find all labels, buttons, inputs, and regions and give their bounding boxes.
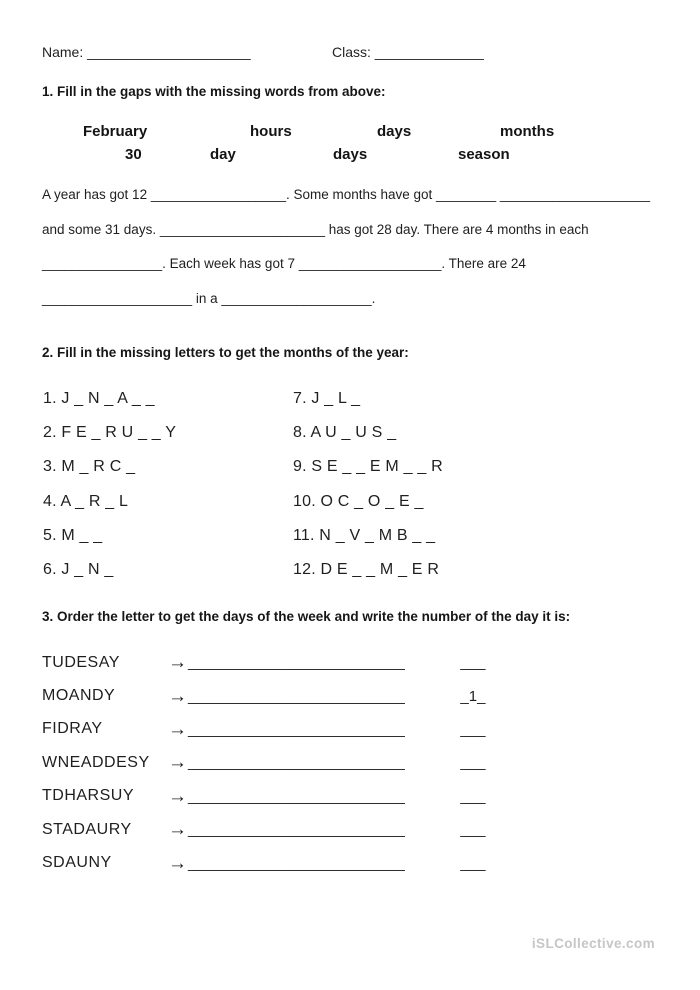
word-bank-word: season <box>458 146 510 163</box>
answer-line-blank: __________________________ <box>188 787 405 805</box>
day-row <box>42 746 491 779</box>
islcollective-watermark: iSLCollective.com <box>531 936 655 951</box>
day-row <box>42 846 491 879</box>
paragraph-line: and some 31 days. ______________________ has got 28 day. There are 4 months in each <box>42 221 589 237</box>
name-blank: _____________________ <box>87 44 251 60</box>
month-item: 8. A U _ U S _ <box>293 424 397 442</box>
scrambled-day-word: WNEADDESY <box>42 753 150 771</box>
right-arrow-icon: → <box>168 685 187 707</box>
class-label: Class: <box>332 44 371 60</box>
month-item: 9. S E _ _ E M _ _ R <box>293 458 443 476</box>
day-row <box>42 780 491 813</box>
answer-line-blank: __________________________ <box>188 821 405 839</box>
month-item: 5. M _ _ <box>43 526 103 544</box>
month-item: 1. J _ N _ A _ _ <box>43 390 155 407</box>
word-bank-word: February <box>83 123 148 140</box>
class-blank: ______________ <box>374 44 484 60</box>
section1-heading: 1. Fill in the gaps with the missing words from above: <box>42 84 386 99</box>
scrambled-day-word: STADAURY <box>42 820 132 838</box>
name-field-row <box>42 44 251 60</box>
right-arrow-icon: → <box>168 752 187 774</box>
day-number-blank: _1_ <box>460 687 486 705</box>
right-arrow-icon: → <box>168 652 187 674</box>
day-number-blank: ___ <box>460 720 486 738</box>
name-label: Name: <box>42 44 84 60</box>
month-item: 12. D E _ _ M _ E R <box>293 561 440 579</box>
month-item: 10. O C _ O _ E _ <box>293 492 424 510</box>
word-bank-word: months <box>500 123 555 140</box>
month-item: 3. M _ R C _ <box>43 458 136 476</box>
right-arrow-icon: → <box>168 718 187 740</box>
scrambled-day-word: SDAUNY <box>42 854 112 872</box>
right-arrow-icon: → <box>168 785 187 807</box>
days-exercise <box>42 646 491 880</box>
scrambled-day-word: TDHARSUY <box>42 787 135 805</box>
scrambled-day-word: TUDESAY <box>42 653 120 671</box>
day-number-blank: ___ <box>460 854 486 872</box>
answer-line-blank: __________________________ <box>188 687 405 705</box>
months-column-right <box>293 382 443 587</box>
paragraph-line: ____________________ in a ____________________. <box>42 290 376 306</box>
day-row <box>42 813 491 846</box>
month-item: 2. F E _ R U _ _ Y <box>43 424 177 442</box>
word-bank-word: hours <box>250 123 292 140</box>
day-number-blank: ___ <box>460 654 486 672</box>
answer-line-blank: __________________________ <box>188 754 405 772</box>
month-item: 6. J _ N _ <box>43 561 114 579</box>
answer-line-blank: __________________________ <box>188 854 405 872</box>
day-row <box>42 646 491 679</box>
section3-heading: 3. Order the letter to get the days of the week and write the number of the day it is: <box>42 609 571 624</box>
day-number-blank: ___ <box>460 754 486 772</box>
month-item: 4. A _ R _ L <box>43 492 129 510</box>
paragraph-line: A year has got 12 __________________. Some months have got ________ ____________________ <box>42 187 651 202</box>
month-item: 11. N _ V _ M B _ _ <box>293 526 436 544</box>
day-number-blank: ___ <box>460 821 486 839</box>
section2-heading: 2. Fill in the missing letters to get the months of the year: <box>42 345 409 360</box>
day-row <box>42 679 491 712</box>
day-row <box>42 713 491 746</box>
scrambled-day-word: MOANDY <box>42 687 116 705</box>
paragraph-line: ________________. Each week has got 7 ___________________. There are 24 <box>42 256 526 271</box>
months-column-left <box>43 382 176 587</box>
word-bank-word: day <box>210 146 236 163</box>
gap-fill-paragraph <box>42 178 650 316</box>
word-bank-word: 30 <box>125 146 142 163</box>
right-arrow-icon: → <box>168 819 187 841</box>
scrambled-day-word: FIDRAY <box>42 720 103 738</box>
class-field-row <box>332 44 484 60</box>
word-bank-word: days <box>377 123 412 140</box>
right-arrow-icon: → <box>168 852 187 874</box>
word-bank-word: days <box>333 146 368 163</box>
answer-line-blank: __________________________ <box>188 720 405 738</box>
day-number-blank: ___ <box>460 787 486 805</box>
month-item: 7. J _ L _ <box>293 390 361 407</box>
answer-line-blank: __________________________ <box>188 654 405 672</box>
